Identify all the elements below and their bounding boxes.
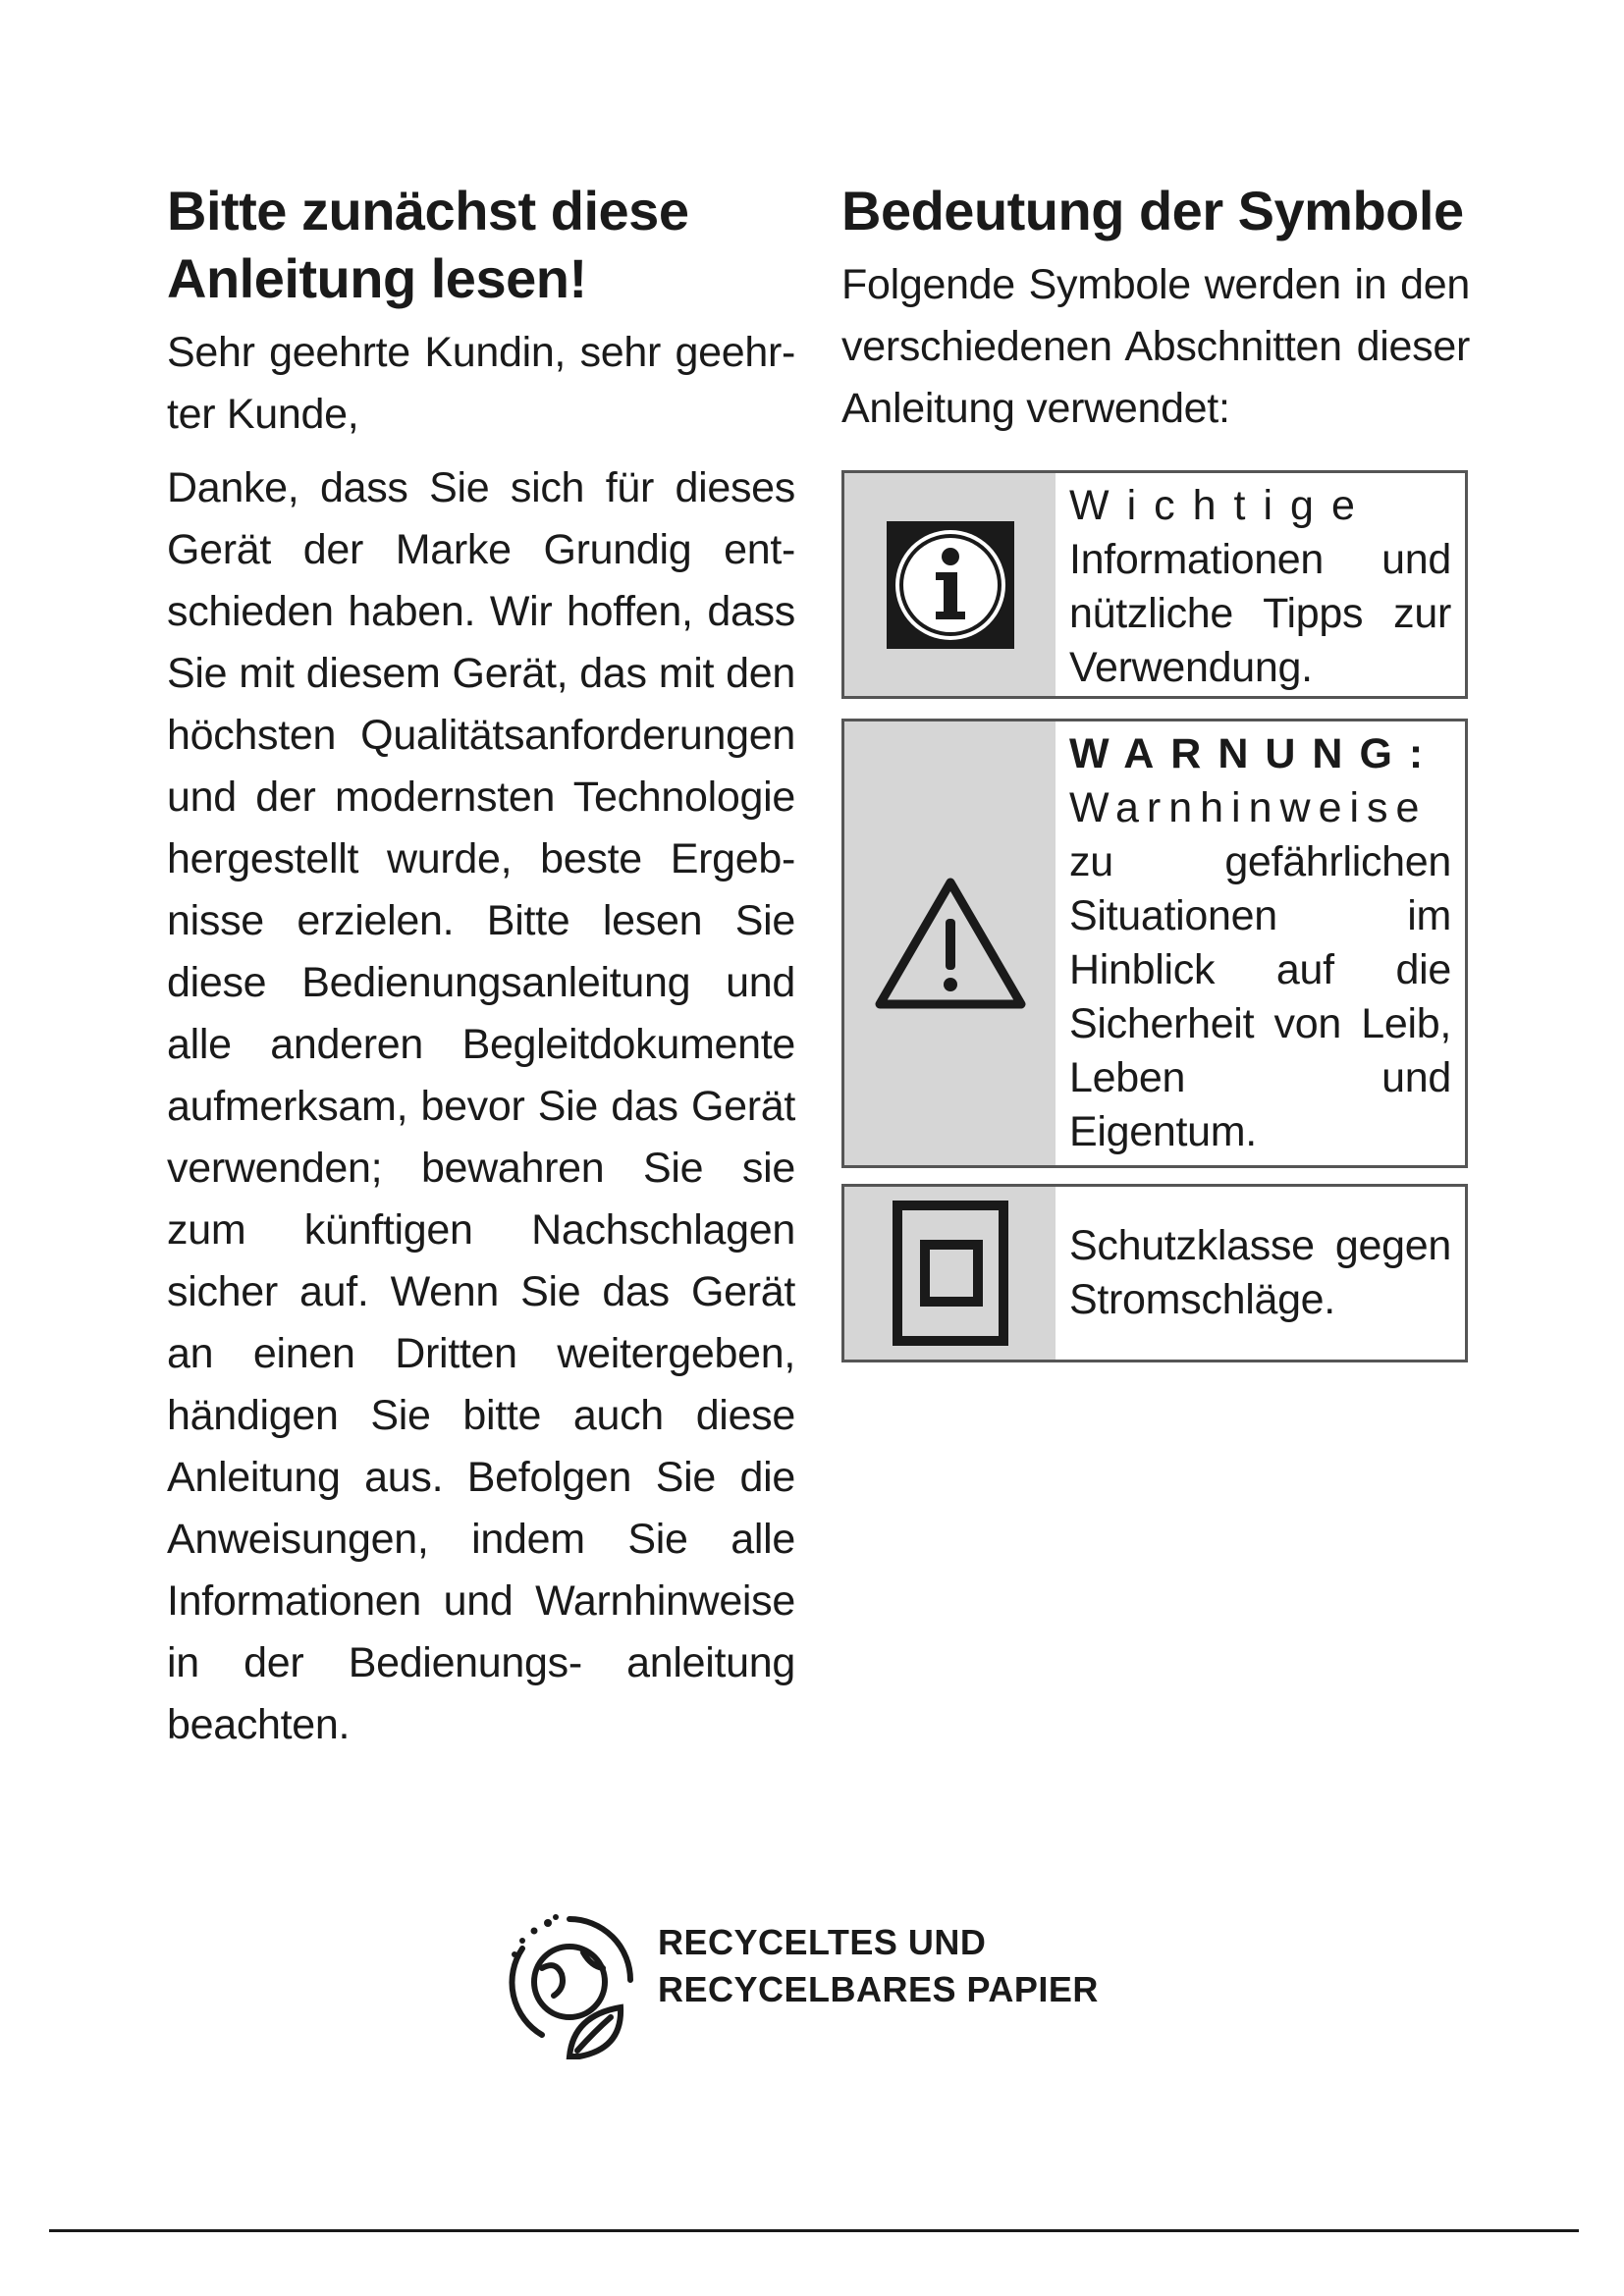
symbol-row-warning bbox=[841, 719, 1468, 1168]
recycled-paper-icon bbox=[501, 1909, 658, 2066]
section-heading-read-manual: Bitte zunächst diese Anleitung lesen! bbox=[167, 180, 689, 309]
warning-triangle-icon bbox=[872, 875, 1029, 1012]
protection-class-icon bbox=[892, 1200, 1009, 1347]
recycle-text-line-1: RECYCELTES UND bbox=[658, 1922, 987, 1962]
left-column bbox=[167, 177, 795, 1756]
recycle-text-line-2: RECYCELBARES PAPIER bbox=[658, 1969, 1099, 2009]
section-heading-symbols: Bedeutung der Symbole bbox=[841, 180, 1464, 241]
protection-class-description: Schutzklasse gegen Stromschläge. bbox=[1069, 1222, 1451, 1323]
info-icon bbox=[887, 521, 1014, 649]
intro-body-paragraph: Danke, dass Sie sich für dieses Gerät der Marke Grundig ent- schieden haben. Wir hoffen, dass Sie mit diesem Gerät, das mit den höchsten Qualitätsanforderungen und der modernsten Technologie hergestellt wurde, beste Ergeb- nisse erzielen. Bitte lesen Sie diese Bedienungsanleitung und alle anderen Begleitdokumente aufmerksam, bevor Sie das Gerät verwenden; bewahren Sie sie zum künftigen Nachschlagen sicher auf. Wenn Sie das Gerät an einen Dritten weitergeben, händigen Sie bitte auch diese Anleitung aus. Befolgen Sie die Anweisungen, indem Sie alle Informationen und Warnhinweise in der Bedienungs- anleitung beachten. bbox=[167, 464, 795, 1748]
right-column bbox=[841, 177, 1470, 440]
info-description: Informationen und nützliche Tipps zur Verwendung. bbox=[1069, 536, 1451, 691]
info-lead-word: Wichtige bbox=[1069, 482, 1373, 529]
symbols-intro-paragraph: Folgende Symbole werden in den verschiedenen Abschnitten dieser Anleitung verwendet: bbox=[841, 261, 1470, 432]
greeting-paragraph: Sehr geehrte Kundin, sehr geehr- ter Kunde, bbox=[167, 329, 795, 438]
warning-description: zu gefährlichen Situationen im Hinblick auf die Sicherheit von Leib, Leben und Eigentum. bbox=[1069, 838, 1451, 1155]
symbol-row-protection-class bbox=[841, 1184, 1468, 1362]
warning-title: WARNUNG: bbox=[1069, 730, 1440, 777]
footer-divider bbox=[49, 2229, 1579, 2232]
recycled-paper-mark bbox=[501, 1909, 1129, 2076]
symbol-row-info bbox=[841, 470, 1468, 699]
warning-lead-word: Warnhinweise bbox=[1069, 784, 1428, 831]
